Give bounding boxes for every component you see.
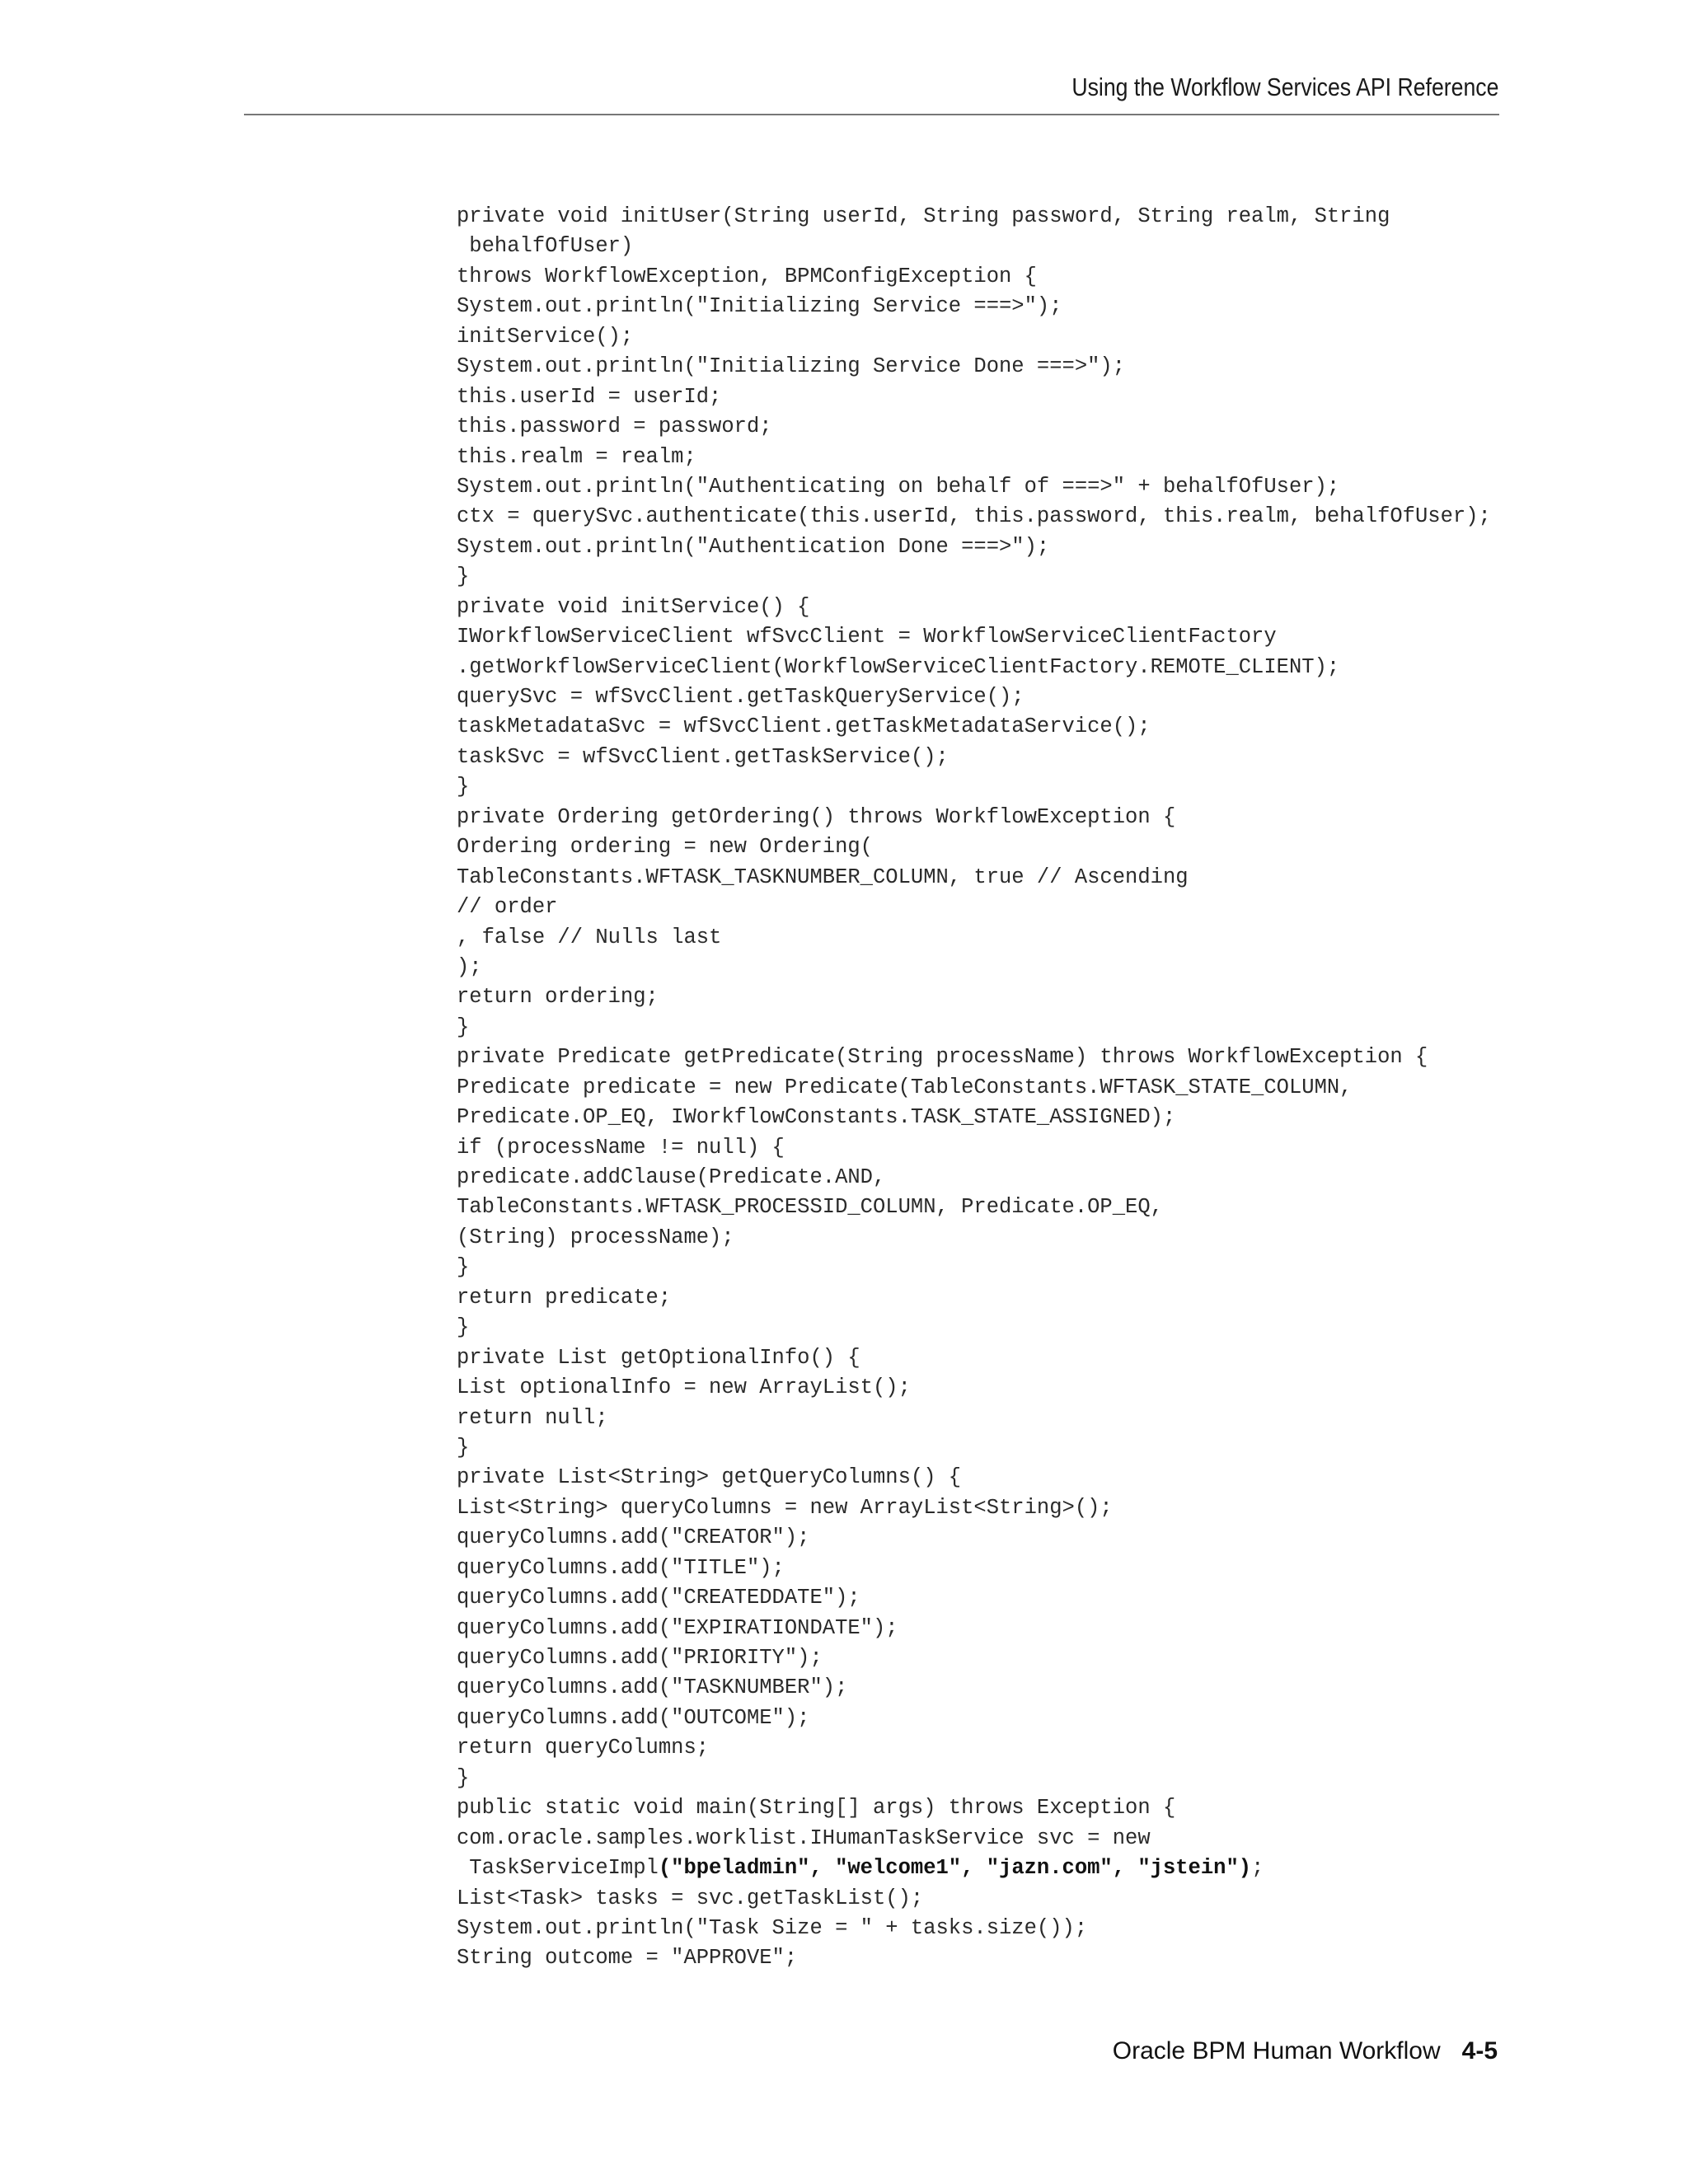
code-text: this.userId = userId; <box>457 384 722 409</box>
code-line <box>457 443 1491 472</box>
code-line <box>457 1673 1491 1703</box>
code-line <box>457 1283 1491 1313</box>
code-line <box>457 1313 1491 1343</box>
code-line <box>457 712 1491 742</box>
code-line <box>457 1493 1491 1523</box>
code-line <box>457 562 1491 592</box>
code-text: Predicate.OP_EQ, IWorkflowConstants.TASK_STATE_ASSIGNED); <box>457 1105 1176 1130</box>
code-text: IWorkflowServiceClient wfSvcClient = WorkflowServiceClientFactory <box>457 625 1277 649</box>
code-text: TableConstants.WFTASK_TASKNUMBER_COLUMN, true // Ascending <box>457 865 1189 889</box>
code-line <box>457 1013 1491 1043</box>
code-text: System.out.println("Initializing Service Done ===>"); <box>457 354 1126 379</box>
code-text: } <box>457 1765 470 1790</box>
code-text: queryColumns.add("TITLE"); <box>457 1555 785 1580</box>
code-text: throws WorkflowException, BPMConfigException { <box>457 264 1037 288</box>
code-line <box>457 803 1491 832</box>
code-listing <box>457 202 1491 1974</box>
code-text: public static void main(String[] args) throws Exception { <box>457 1796 1176 1821</box>
code-line <box>457 1704 1491 1733</box>
code-text-tail: ; <box>1251 1856 1264 1881</box>
code-line <box>457 1073 1491 1103</box>
code-line <box>457 1854 1491 1883</box>
code-line <box>457 262 1491 292</box>
code-line <box>457 1373 1491 1403</box>
code-line <box>457 1163 1491 1193</box>
code-text: TableConstants.WFTASK_PROCESSID_COLUMN, Predicate.OP_EQ, <box>457 1195 1163 1220</box>
code-line <box>457 1133 1491 1163</box>
code-text: private void initService() { <box>457 594 810 619</box>
code-line <box>457 292 1491 321</box>
code-text: String outcome = "APPROVE"; <box>457 1946 798 1971</box>
code-text: } <box>457 1435 470 1460</box>
code-text: (String) processName); <box>457 1225 734 1249</box>
code-line <box>457 1643 1491 1673</box>
code-line <box>457 1554 1491 1583</box>
code-line <box>457 622 1491 652</box>
code-line <box>457 412 1491 442</box>
code-line <box>457 1043 1491 1072</box>
code-line <box>457 893 1491 922</box>
code-text: return predicate; <box>457 1285 672 1310</box>
code-text: queryColumns.add("EXPIRATIONDATE"); <box>457 1615 898 1640</box>
code-text: ); <box>457 954 482 979</box>
code-line <box>457 382 1491 412</box>
code-line <box>457 1404 1491 1433</box>
code-text: System.out.println("Initializing Service ===>"); <box>457 294 1062 319</box>
code-text: taskSvc = wfSvcClient.getTaskService(); <box>457 744 949 769</box>
code-text: .getWorkflowServiceClient(WorkflowServiceClientFactory.REMOTE_CLIENT); <box>457 654 1340 679</box>
code-line <box>457 1433 1491 1463</box>
code-line <box>457 1193 1491 1222</box>
code-text: } <box>457 775 470 799</box>
code-line <box>457 772 1491 802</box>
code-text: Predicate predicate = new Predicate(TableConstants.WFTASK_STATE_COLUMN, <box>457 1075 1353 1099</box>
code-line <box>457 593 1491 622</box>
code-line <box>457 863 1491 893</box>
footer-book-title: Oracle BPM Human Workflow <box>1112 2037 1441 2064</box>
code-line <box>457 1764 1491 1793</box>
code-text: if (processName != null) { <box>457 1135 785 1160</box>
code-line <box>457 1343 1491 1373</box>
code-line <box>457 1793 1491 1823</box>
code-line <box>457 1884 1491 1914</box>
footer-page-number: 4-5 <box>1461 2037 1498 2064</box>
code-text: queryColumns.add("PRIORITY"); <box>457 1646 823 1670</box>
code-text: ctx = querySvc.authenticate(this.userId, this.password, this.realm, behalfOfUser); <box>457 504 1491 529</box>
code-text: } <box>457 1015 470 1039</box>
code-line <box>457 352 1491 382</box>
code-text: } <box>457 1255 470 1280</box>
code-line <box>457 1733 1491 1763</box>
code-text: System.out.println("Authenticating on behalf of ===>" + behalfOfUser); <box>457 474 1340 499</box>
code-text: // order <box>457 895 558 920</box>
code-text: private List<String> getQueryColumns() { <box>457 1465 962 1490</box>
code-text: querySvc = wfSvcClient.getTaskQueryService(); <box>457 685 1025 709</box>
code-text: private void initUser(String userId, String password, String realm, String <box>457 204 1390 228</box>
code-line <box>457 953 1491 982</box>
code-line <box>457 532 1491 562</box>
code-text: queryColumns.add("OUTCOME"); <box>457 1705 810 1730</box>
code-text: } <box>457 565 470 589</box>
code-line <box>457 472 1491 502</box>
code-line <box>457 232 1491 261</box>
code-line <box>457 1253 1491 1282</box>
code-line <box>457 322 1491 352</box>
code-line <box>457 923 1491 953</box>
code-text: taskMetadataSvc = wfSvcClient.getTaskMetadataService(); <box>457 715 1151 739</box>
code-text: , false // Nulls last <box>457 925 722 949</box>
code-text: return null; <box>457 1405 608 1430</box>
code-text: behalfOfUser) <box>457 234 634 259</box>
header-divider <box>244 114 1499 115</box>
code-text: return ordering; <box>457 985 659 1010</box>
code-text: com.oracle.samples.worklist.IHumanTaskService svc = new <box>457 1825 1151 1850</box>
code-text: private List getOptionalInfo() { <box>457 1345 860 1370</box>
code-text: private Ordering getOrdering() throws WorkflowException { <box>457 804 1176 829</box>
code-line <box>457 1103 1491 1132</box>
code-text: queryColumns.add("CREATEDDATE"); <box>457 1586 860 1610</box>
code-line <box>457 202 1491 232</box>
running-header-title: Using the Workflow Services API Reference <box>1071 73 1498 101</box>
code-text: this.realm = realm; <box>457 444 696 469</box>
code-line <box>457 743 1491 772</box>
code-text: TaskServiceImpl <box>457 1856 659 1881</box>
code-text: List optionalInfo = new ArrayList(); <box>457 1376 911 1400</box>
code-line <box>457 502 1491 532</box>
code-text: predicate.addClause(Predicate.AND, <box>457 1165 886 1189</box>
code-text: initService(); <box>457 324 634 349</box>
code-line <box>457 832 1491 862</box>
code-text: System.out.println("Task Size = " + tasks.size()); <box>457 1915 1088 1940</box>
code-text: List<Task> tasks = svc.getTaskList(); <box>457 1886 924 1910</box>
code-text: System.out.println("Authentication Done ===>"); <box>457 534 1050 559</box>
code-line <box>457 1914 1491 1943</box>
code-line <box>457 1463 1491 1493</box>
code-line <box>457 1523 1491 1553</box>
code-text: Ordering ordering = new Ordering( <box>457 835 873 860</box>
code-line <box>457 1824 1491 1854</box>
code-text: private Predicate getPredicate(String processName) throws WorkflowException { <box>457 1045 1428 1070</box>
code-line <box>457 653 1491 682</box>
code-line <box>457 1223 1491 1253</box>
code-text: List<String> queryColumns = new ArrayList<String>(); <box>457 1495 1113 1520</box>
code-text: return queryColumns; <box>457 1736 710 1760</box>
code-text: this.password = password; <box>457 415 772 439</box>
code-line <box>457 1943 1491 1973</box>
code-text: queryColumns.add("CREATOR"); <box>457 1526 810 1550</box>
code-line <box>457 1583 1491 1613</box>
code-text: queryColumns.add("TASKNUMBER"); <box>457 1675 848 1700</box>
code-text: } <box>457 1315 470 1340</box>
code-line <box>457 982 1491 1012</box>
code-line <box>457 1614 1491 1643</box>
code-bold-arguments: ("bpeladmin", "welcome1", "jazn.com", "jstein") <box>658 1856 1252 1881</box>
page-footer <box>1113 2037 1498 2065</box>
code-line <box>457 682 1491 712</box>
